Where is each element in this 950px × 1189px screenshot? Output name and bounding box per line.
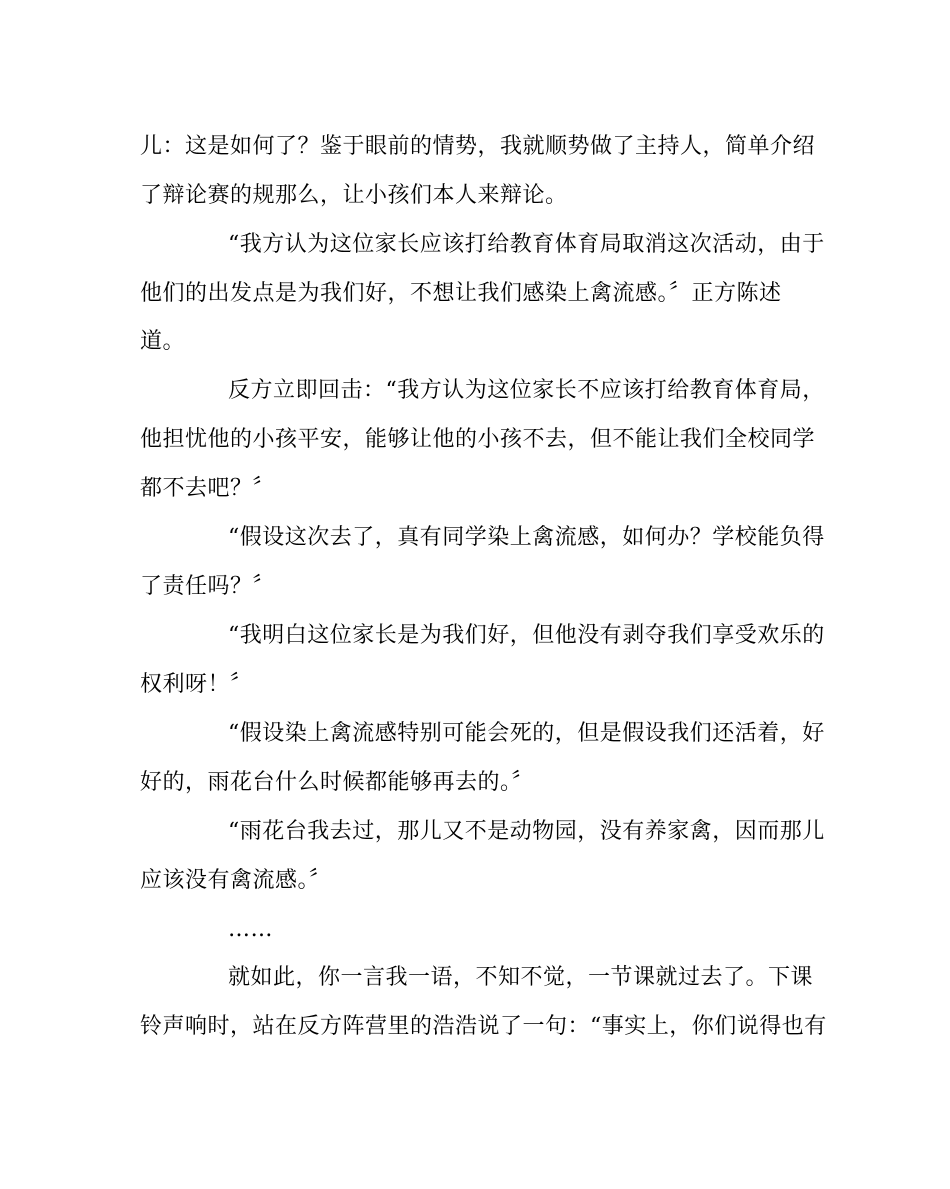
text-line: 儿：这是如何了？鉴于眼前的情势，我就顺势做了主持人，简单介绍 <box>140 134 816 159</box>
text-line: “假设染上禽流感特别可能会死的，但是假设我们还活着，好 <box>228 721 825 746</box>
text-line: 铃声响时，站在反方阵营里的浩浩说了一句：“事实上，你们说得也有 <box>140 1014 827 1039</box>
text-line: 他们的出发点是为我们好，不想让我们感染上禽流感。〞正方陈述 <box>140 281 782 306</box>
text-line: 应该没有禽流感。〞 <box>140 868 332 893</box>
ellipsis-line: …… <box>228 917 273 942</box>
text-line: “我方认为这位家长应该打给教育体育局取消这次活动，由于 <box>228 232 825 257</box>
text-line: “雨花台我去过，那儿又不是动物园，没有养家禽，因而那儿 <box>228 819 825 844</box>
text-line: 他担忧他的小孩平安，能够让他的小孩不去，但不能让我们全校同学 <box>140 427 816 452</box>
text-line: 反方立即回击：“我方认为这位家长不应该打给教育体育局， <box>228 378 825 403</box>
text-line: “假设这次去了，真有同学染上禽流感，如何办？学校能负得 <box>228 525 825 550</box>
text-line: 道。 <box>140 329 186 354</box>
text-line: 了辩论赛的规那么，让小孩们本人来辩论。 <box>140 183 568 208</box>
text-line: 了责任吗？〞 <box>140 574 276 599</box>
text-line: 好的，雨花台什么时候都能够再去的。〞 <box>140 770 535 795</box>
text-line: 就如此，你一言我一语，不知不觉，一节课就过去了。下课 <box>228 965 814 990</box>
text-line: 都不去吧？〞 <box>140 476 276 501</box>
text-line: 权利呀！〞 <box>140 672 253 697</box>
text-line: “我明白这位家长是为我们好，但他没有剥夺我们享受欢乐的 <box>228 623 825 648</box>
